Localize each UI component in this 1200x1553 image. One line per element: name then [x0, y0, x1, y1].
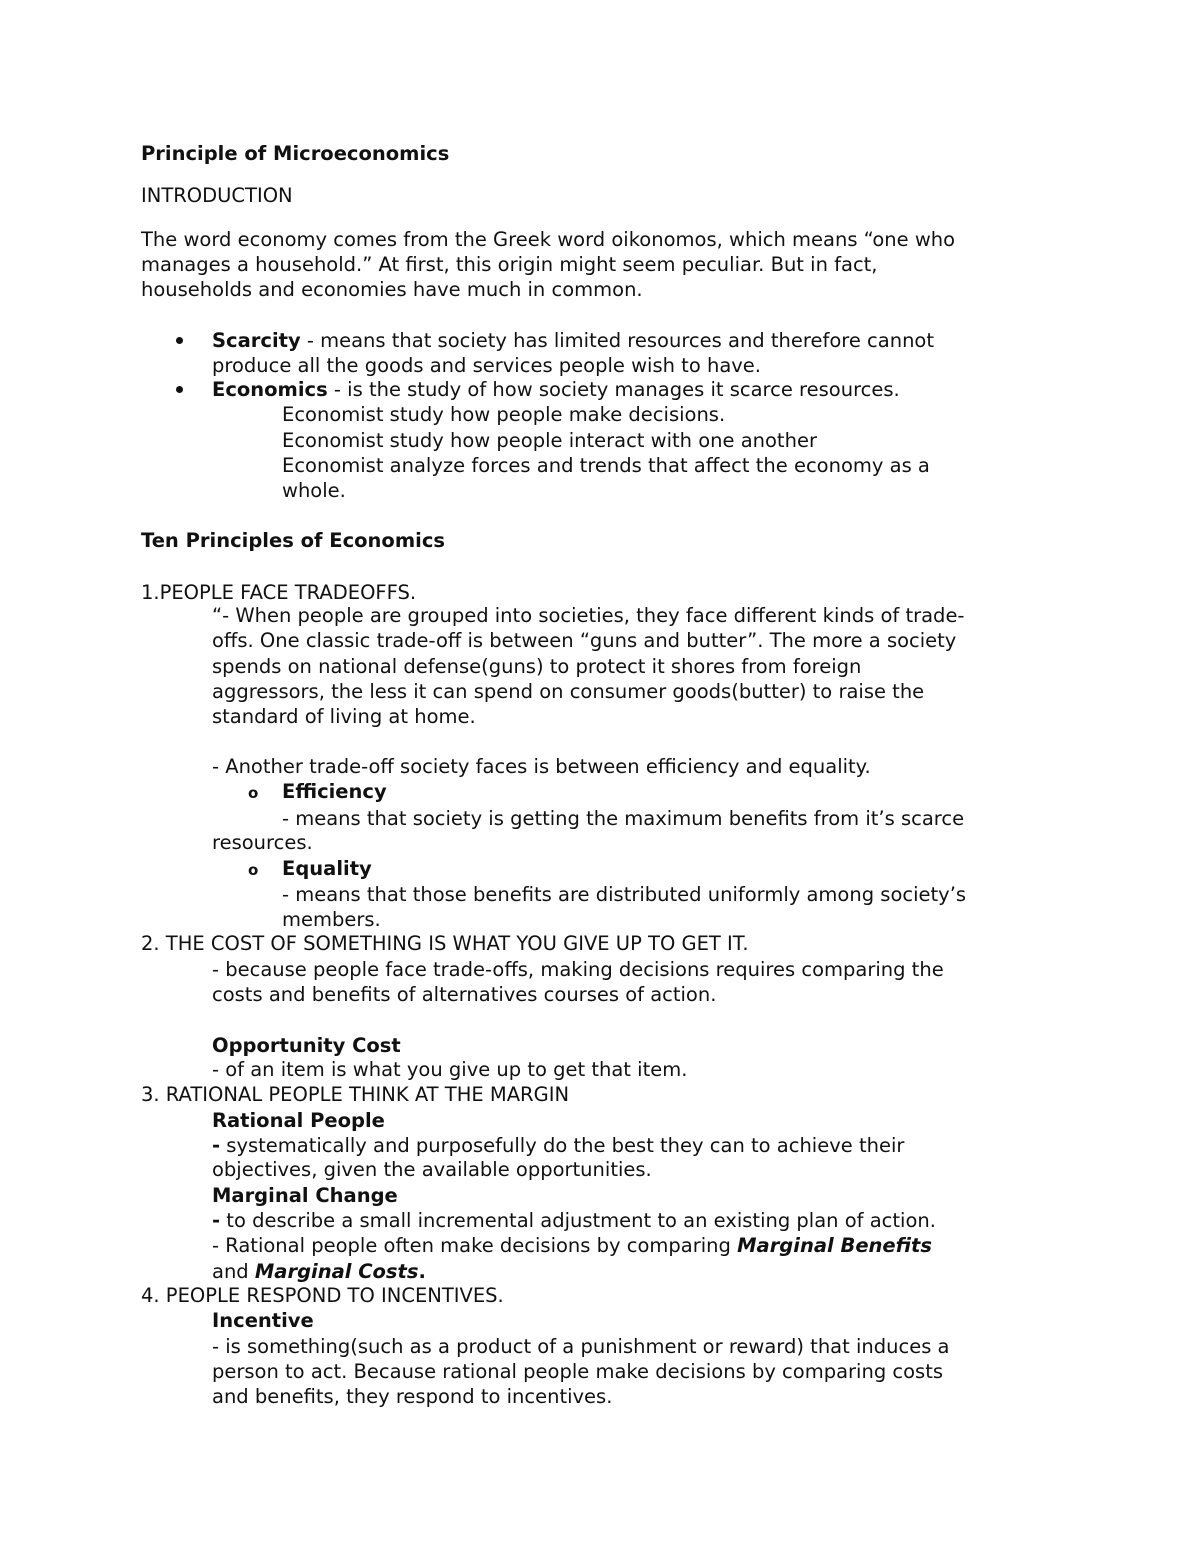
efficiency-line-1: - means that society is getting the maximum benefits from it’s scarce — [282, 807, 965, 830]
principle-3-heading: 3. RATIONAL PEOPLE THINK AT THE MARGIN — [141, 1083, 570, 1106]
bullet-icon — [176, 386, 183, 393]
equality-line-1: - means that those benefits are distributed uniformly among society’s — [282, 883, 967, 906]
principle-2-heading: 2. THE COST OF SOMETHING IS WHAT YOU GIVE UP TO GET IT. — [141, 932, 749, 955]
economics-def: - is the study of how society manages it scarce resources. — [327, 378, 900, 401]
document-title: Principle of Microeconomics — [141, 142, 450, 165]
intro-line-3: households and economies have much in common. — [141, 278, 643, 301]
economics-sub-2: Economist study how people interact with one another — [282, 429, 817, 452]
circle-bullet-icon: o — [248, 861, 259, 879]
rational-people-line-2: objectives, given the available opportunities. — [212, 1158, 652, 1181]
principle-4-heading: 4. PEOPLE RESPOND TO INCENTIVES. — [141, 1284, 504, 1307]
principle-1-line-2: offs. One classic trade-off is between “guns and butter”. The more a society — [212, 629, 957, 652]
marginal-period: . — [418, 1260, 426, 1283]
intro-line-2: manages a household.” At first, this origin might seem peculiar. But in fact, — [141, 253, 878, 276]
economics-sub-1: Economist study how people make decisions. — [282, 403, 726, 426]
marginal-compare-line-2 — [212, 1259, 426, 1284]
rational-people-term: Rational People — [212, 1109, 385, 1132]
intro-line-1: The word economy comes from the Greek word oikonomos, which means “one who — [141, 228, 956, 251]
principle-1-line-3: spends on national defense(guns) to protect it shores from foreign — [212, 655, 862, 678]
principle-1-heading: 1.PEOPLE FACE TRADEOFFS. — [141, 581, 417, 604]
scarcity-line-2: produce all the goods and services people wish to have. — [212, 354, 761, 377]
principle-2-line-2: costs and benefits of alternatives courses of action. — [212, 983, 717, 1006]
economics-line-1 — [212, 377, 900, 402]
efficiency-line-2: resources. — [212, 831, 313, 854]
principle-1-line-1: “- When people are grouped into societies, they face different kinds of trade- — [212, 604, 965, 627]
equality-term: Equality — [282, 857, 372, 880]
economics-term: Economics — [212, 378, 328, 401]
economics-sub-4: whole. — [282, 479, 346, 502]
ten-principles-heading: Ten Principles of Economics — [141, 529, 445, 552]
incentive-line-2: person to act. Because rational people make decisions by comparing costs — [212, 1360, 944, 1383]
circle-bullet-icon: o — [248, 784, 259, 802]
rational-dash: - — [212, 1134, 221, 1157]
marginal-compare-line-1 — [212, 1233, 932, 1258]
scarcity-line-1 — [212, 328, 934, 353]
rational-people-line-1 — [212, 1133, 904, 1158]
and-word: and — [212, 1260, 255, 1283]
marginal-costs: Marginal Costs — [254, 1260, 419, 1283]
marginal-text: to describe a small incremental adjustment to an existing plan of action. — [220, 1209, 936, 1232]
opportunity-cost-term: Opportunity Cost — [212, 1034, 401, 1057]
efficiency-term: Efficiency — [282, 780, 387, 803]
scarcity-def: - means that society has limited resources and therefore cannot — [300, 329, 935, 352]
marginal-dash: - — [212, 1209, 221, 1232]
principle-2-line-1: - because people face trade-offs, making decisions requires comparing the — [212, 958, 944, 981]
marginal-change-line-1 — [212, 1208, 936, 1233]
rational-text: systematically and purposefully do the best they can to achieve their — [220, 1134, 905, 1157]
opportunity-cost-line: - of an item is what you give up to get that item. — [212, 1058, 688, 1081]
compare-text: - Rational people often make decisions by comparing — [212, 1234, 738, 1257]
scarcity-term: Scarcity — [212, 329, 301, 352]
principle-1-line-5: standard of living at home. — [212, 705, 476, 728]
bullet-icon — [176, 337, 183, 344]
incentive-line-1: - is something(such as a product of a punishment or reward) that induces a — [212, 1335, 950, 1358]
equality-line-2: members. — [282, 908, 381, 931]
marginal-change-term: Marginal Change — [212, 1184, 398, 1207]
marginal-benefits: Marginal Benefits — [737, 1234, 932, 1257]
incentive-line-3: and benefits, they respond to incentives. — [212, 1385, 613, 1408]
intro-heading: INTRODUCTION — [141, 184, 293, 207]
principle-1-line-4: aggressors, the less it can spend on consumer goods(butter) to raise the — [212, 680, 925, 703]
incentive-term: Incentive — [212, 1309, 314, 1332]
economics-sub-3: Economist analyze forces and trends that affect the economy as a — [282, 454, 930, 477]
another-tradeoff-line: - Another trade-off society faces is between efficiency and equality. — [212, 755, 871, 778]
